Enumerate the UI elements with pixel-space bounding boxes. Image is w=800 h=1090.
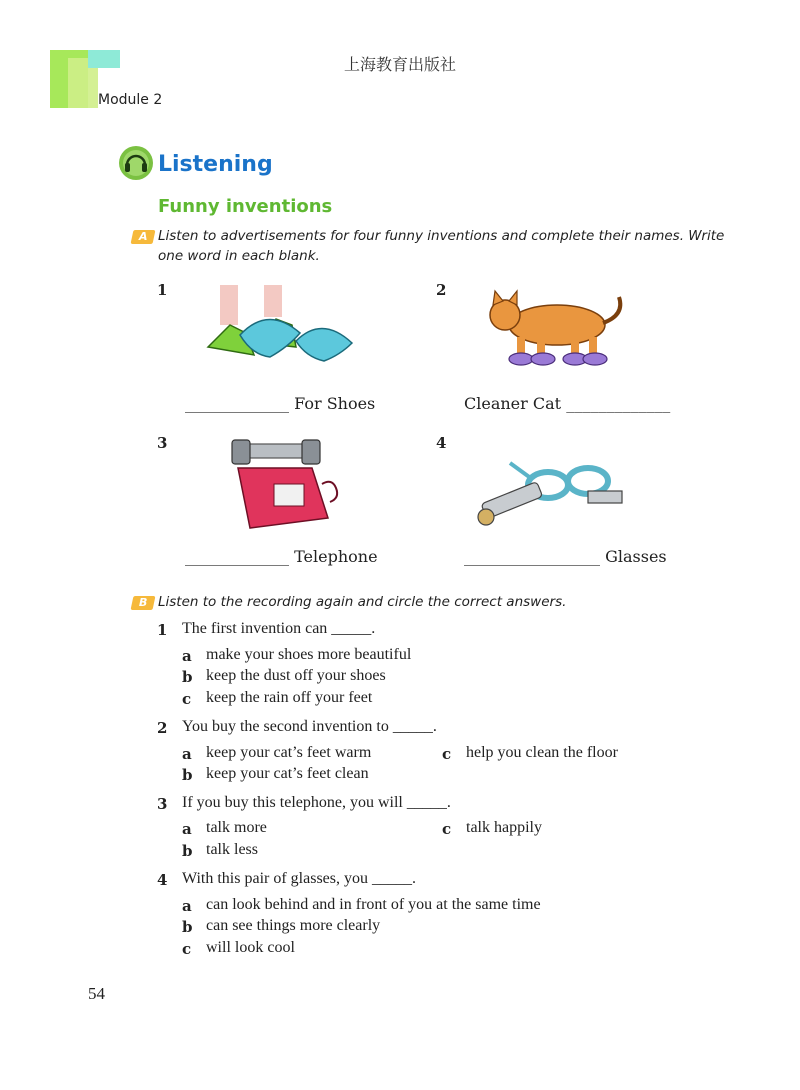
item-number: 3 (157, 434, 168, 452)
umbrella-shoes-illustration (200, 285, 360, 375)
option-text[interactable]: keep the dust off your shoes (206, 667, 386, 684)
dumbbell-telephone-illustration (228, 438, 353, 538)
item-caption: For Shoes (294, 394, 376, 413)
option-text[interactable]: make your shoes more beautiful (206, 646, 412, 663)
item-number: 1 (157, 281, 168, 299)
option-letter[interactable]: c (182, 940, 192, 958)
telescope-glasses-illustration (470, 455, 630, 535)
part-b-instruction: Listen to the recording again and circle the correct answers. (158, 594, 567, 610)
option-text[interactable]: help you clean the floor (466, 744, 618, 761)
item-caption: Glasses (605, 547, 667, 566)
question-text: The first invention can _____. (182, 620, 376, 637)
option-text[interactable]: keep your cat’s feet warm (206, 744, 372, 761)
answer-blank[interactable]: _____________ (185, 547, 289, 566)
item-number: 4 (436, 434, 447, 452)
option-letter[interactable]: a (182, 745, 192, 763)
item-1-answer (185, 394, 375, 413)
question-number: 4 (157, 871, 168, 889)
option-letter[interactable]: b (182, 842, 193, 860)
option-text[interactable]: talk more (206, 819, 267, 836)
option-letter[interactable]: b (182, 918, 193, 936)
part-a-instruction-line2: one word in each blank. (158, 248, 320, 264)
option-letter[interactable]: a (182, 647, 192, 665)
item-caption: Telephone (294, 547, 378, 566)
answer-blank[interactable]: _____________ (185, 394, 289, 413)
item-4-answer (464, 547, 667, 566)
option-letter[interactable]: c (442, 745, 452, 763)
part-a-instruction-line1: Listen to advertisements for four funny inventions and complete their names. Write (158, 228, 725, 244)
option-letter[interactable]: c (182, 690, 192, 708)
option-letter[interactable]: b (182, 668, 193, 686)
option-letter[interactable]: b (182, 766, 193, 784)
section-title: Listening (158, 152, 273, 177)
cleaner-cat-illustration (485, 285, 630, 375)
module-label: Module 2 (98, 92, 163, 108)
publisher-name: 上海教育出版社 (343, 55, 456, 74)
part-a-badge: A (131, 230, 156, 244)
question-text: With this pair of glasses, you _____. (182, 870, 416, 887)
option-text[interactable]: keep the rain off your feet (206, 689, 373, 706)
option-text[interactable]: can look behind and in front of you at the same time (206, 896, 541, 913)
option-text[interactable]: talk less (206, 841, 258, 858)
question-number: 2 (157, 719, 168, 737)
option-letter[interactable]: a (182, 820, 192, 838)
option-text[interactable]: talk happily (466, 819, 542, 836)
question-number: 1 (157, 621, 168, 639)
question-text: If you buy this telephone, you will _____. (182, 794, 451, 811)
section-subtitle: Funny inventions (158, 196, 333, 217)
item-caption: Cleaner Cat (464, 394, 562, 413)
page-number: 54 (88, 984, 105, 1003)
item-3-answer (185, 547, 378, 566)
answer-blank[interactable]: _____________ (566, 394, 671, 413)
option-text[interactable]: can see things more clearly (206, 917, 381, 934)
option-text[interactable]: keep your cat’s feet clean (206, 765, 369, 782)
item-number: 2 (436, 281, 447, 299)
question-text: You buy the second invention to _____. (182, 718, 437, 735)
headphones-icon (118, 145, 154, 181)
answer-blank[interactable]: _________________ (464, 547, 600, 566)
option-letter[interactable]: a (182, 897, 192, 915)
option-text[interactable]: will look cool (206, 939, 295, 956)
question-number: 3 (157, 795, 168, 813)
item-2-answer (464, 394, 670, 413)
option-letter[interactable]: c (442, 820, 452, 838)
part-b-badge: B (131, 596, 156, 610)
